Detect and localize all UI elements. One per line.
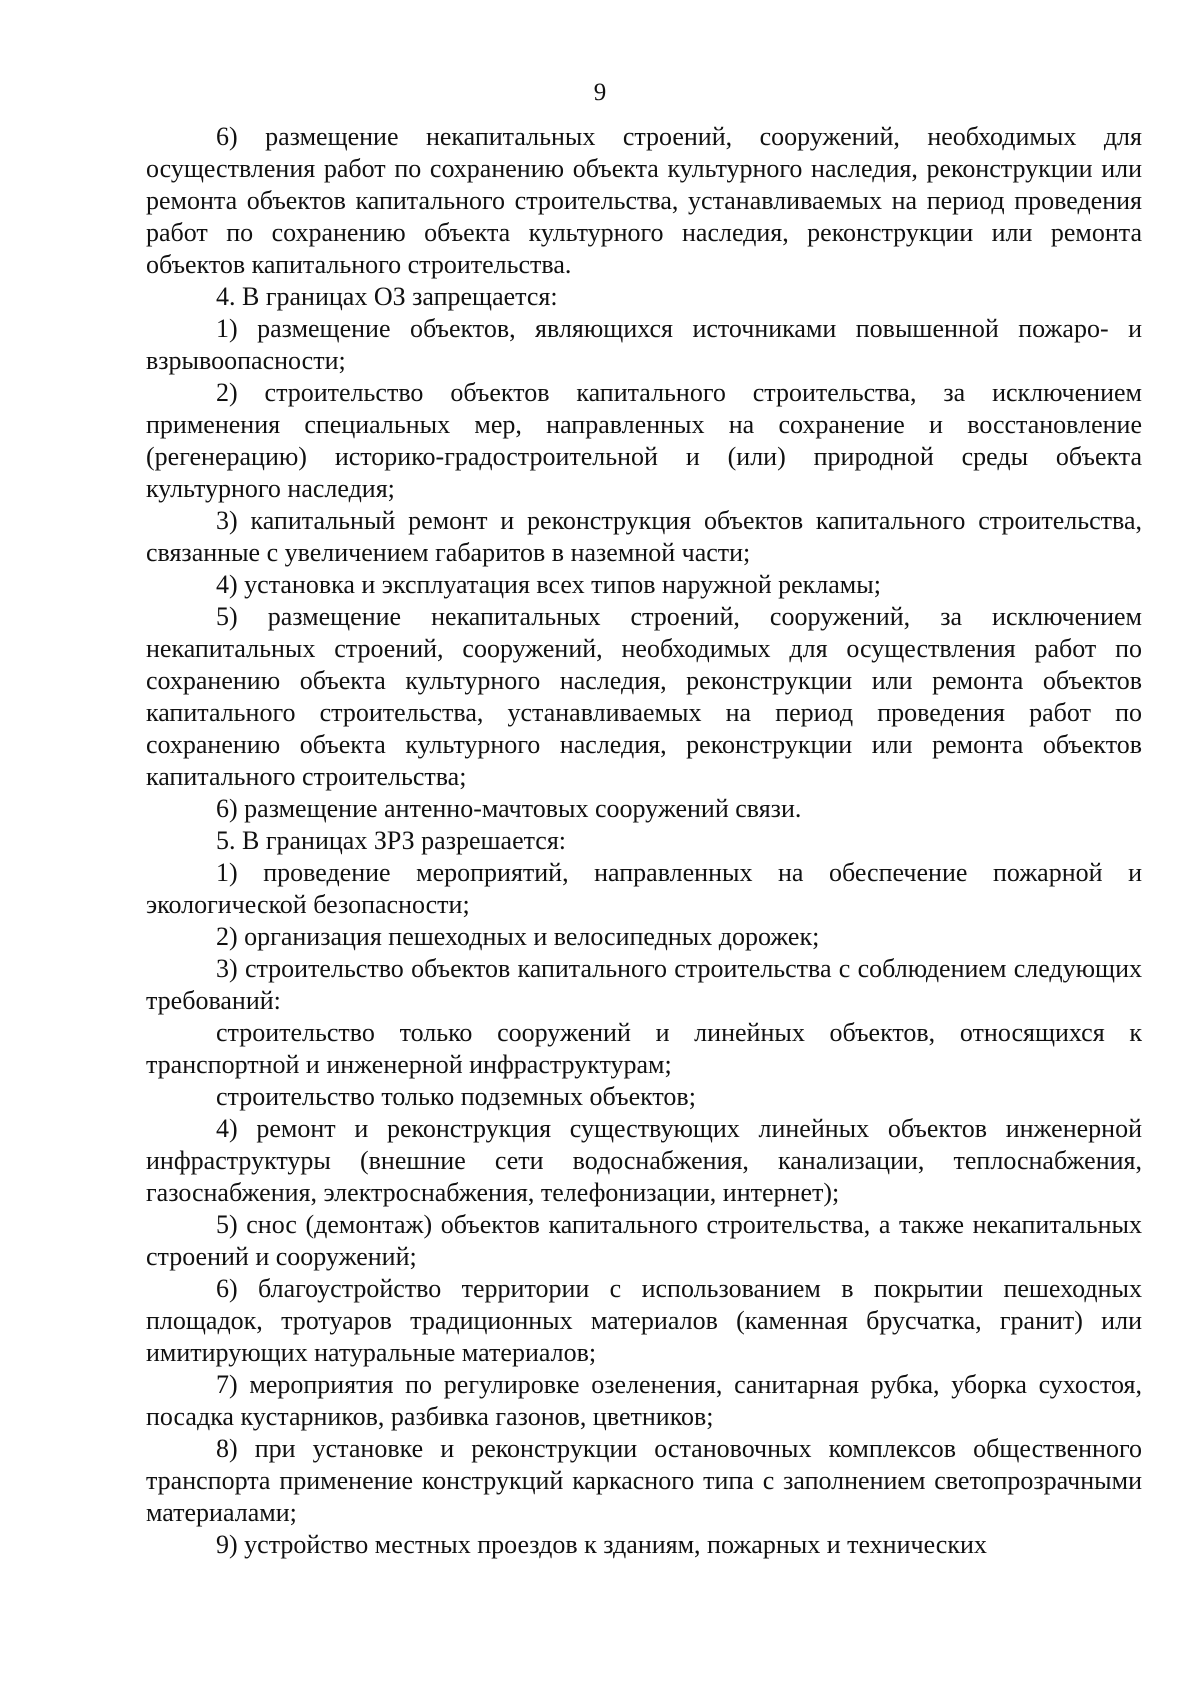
list-item: 2) организация пешеходных и велосипедных дорожек; <box>216 922 820 951</box>
list-item: 6) благоустройство территории с использованием в покрытии пешеходных площадок, тротуаров традиционных материалов (каменная брусчатка, гранит) или имитирующих натуральные материалов; <box>146 1274 1142 1367</box>
document-body <box>146 121 1142 1561</box>
list-item: 8) при установке и реконструкции остановочных комплексов общественного транспорта применение конструкций каркасного типа с заполнением светопрозрачными материалами; <box>146 1434 1142 1527</box>
list-item: 5) размещение некапитальных строений, сооружений, за исключением некапитальных строений, сооружений, необходимых для осуществления работ по сохранению объекта культурного наследия, реконструкции или ремонта объектов капитального строительства, устанавливаемых на период проведения работ по сохранению объекта культурного наследия, реконструкции или ремонта объектов капитального строительства; <box>146 602 1142 791</box>
section-heading: 4. В границах ОЗ запрещается: <box>216 282 558 311</box>
list-item: 9) устройство местных проездов к зданиям, пожарных и технических <box>216 1530 987 1559</box>
list-item: 4) ремонт и реконструкция существующих линейных объектов инженерной инфраструктуры (внешние сети водоснабжения, канализации, теплоснабжения, газоснабжения, электроснабжения, телефонизации, интернет); <box>146 1114 1142 1207</box>
page-number: 9 <box>593 79 607 106</box>
list-item: 7) мероприятия по регулировке озеленения, санитарная рубка, уборка сухостоя, посадка кустарников, разбивка газонов, цветников; <box>146 1370 1142 1431</box>
list-item: 5) снос (демонтаж) объектов капитального строительства, а также некапитальных строений и сооружений; <box>146 1210 1142 1271</box>
list-item: 4) установка и эксплуатация всех типов наружной рекламы; <box>216 570 881 599</box>
list-item: 1) проведение мероприятий, направленных на обеспечение пожарной и экологической безопасности; <box>146 858 1142 919</box>
list-item: 3) капитальный ремонт и реконструкция объектов капитального строительства, связанные с увеличением габаритов в наземной части; <box>146 506 1142 567</box>
list-item: 6) размещение антенно-мачтовых сооружений связи. <box>216 794 802 823</box>
list-item: 2) строительство объектов капитального строительства, за исключением применения специальных мер, направленных на сохранение и восстановление (регенерацию) историко-градостроительной и (или) природной среды объекта культурного наследия; <box>146 378 1142 503</box>
list-item: 3) строительство объектов капитального строительства с соблюдением следующих требований: <box>146 954 1142 1015</box>
sub-item: строительство только сооружений и линейных объектов, относящихся к транспортной и инженерной инфраструктурам; <box>146 1018 1142 1079</box>
list-item: 1) размещение объектов, являющихся источниками повышенной пожаро- и взрывоопасности; <box>146 314 1142 375</box>
section-heading: 5. В границах ЗРЗ разрешается: <box>216 826 567 855</box>
paragraph: 6) размещение некапитальных строений, сооружений, необходимых для осуществления работ по сохранению объекта культурного наследия, реконструкции или ремонта объектов капитального строительства, устанавливаемых на период проведения работ по сохранению объекта культурного наследия, реконструкции или ремонта объектов капитального строительства. <box>146 122 1142 279</box>
sub-item: строительство только подземных объектов; <box>216 1082 696 1111</box>
